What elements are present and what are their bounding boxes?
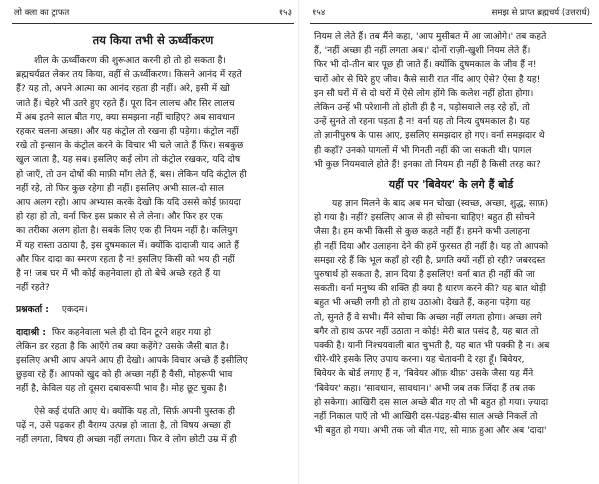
left-header-rule: [12, 23, 294, 24]
text-line: तो ज्ञानीपुरुष के पास आए, इसलिए समझदार हो गए। वर्ना समझदार थे: [314, 131, 545, 142]
section-title-left: तय किया तभी से ऊर्ध्वीकरण: [92, 33, 214, 47]
text-line: इन सौ घरों में से दो घरों में ऐसे लोग होंगे कि कलेश नहीं होता होगा।: [314, 88, 534, 99]
text-line: ही कहाँ? उनको पागलों में भी गिनती नहीं की जा सकती थी। पागल: [314, 145, 532, 156]
text-line: में अब इतने साल बीत गए, क्या समझना नहीं चाहिए? अब सावधान: [16, 112, 235, 123]
text-line: शील के ऊर्ध्वीकरण की शुरूआत करनी हो तो हो सकता है।: [34, 56, 226, 66]
left-page-number: १५३: [278, 8, 292, 18]
text-line: समझा रहे हैं कि भूल कहाँ हो रही है, प्रगति क्यों नहीं हो रही? जबरदस्त: [314, 255, 546, 266]
text-line: लेकिन डर रहता है कि आएँगे तब क्या कहेंगे? उसके जैसी बात है।: [16, 341, 229, 352]
text-line: ही नहीं दिया और उलाहना देने की हमें फुरसत ही नहीं है। यह तो आपको: [314, 241, 549, 252]
questioner-label: प्रश्नकर्ता :: [16, 305, 49, 316]
text-line: बहुत भी अच्छी लगी हो तो हाथ उठाओ। देखते हैं, कहना पड़ेगा यह: [314, 298, 531, 309]
speaker-label: दादाश्री :: [16, 327, 46, 338]
text-line: लेकिन उन्हें भी परेशानी तो होती ही है न, पड़ोसवाले लड़ रहे हों, तो: [314, 103, 530, 114]
text-line: नियम ले लेते हैं। तब मैंने कहा, 'आप मुसीबत में आ जाओगे।' तब कहते: [314, 32, 547, 42]
book-gutter: [298, 0, 300, 484]
text-line: उन्हें सुनते तो रहना पड़ता है न! वर्ना यह तो नित्य दुषमकाल है। यह: [314, 117, 530, 128]
text-line: सकती। वर्ना मनुष्य की शक्ति ही क्या है धारण करने की? यह बात थोड़ी: [314, 284, 546, 295]
text-line: तो, सुनते हैं वे सभी। मैंने सोचा कि अच्छा नहीं लगता होगा। अच्छा लगे: [314, 312, 542, 323]
text-line: यह ज्ञान मिलने के बाद अब मन चोखा (स्वच्छ, अच्छा, शुद्ध, साफ़): [332, 199, 549, 210]
section-title-right: यहीं पर 'बिवेयर' के लगे हैं बोर्ड: [388, 178, 514, 192]
right-page-number: १५४: [312, 8, 326, 18]
text-line: हो गया है। नहीं? इसलिए आज से ही सोचना चाहिए! बहुत ही सोचने: [314, 213, 535, 224]
right-paragraph-2: [314, 197, 588, 438]
right-page-body: [314, 30, 588, 480]
text-line: का तरीका अलग होता है। सबके लिए एक ही नियम नहीं है। कलियुग: [16, 226, 238, 237]
right-page: [306, 0, 596, 484]
left-paragraph-2: [16, 326, 290, 397]
text-line-content: फिर कहनेवाला भले ही दो दिन टूरने शहर गया हो: [51, 327, 212, 338]
question-block: [16, 303, 290, 317]
text-line: बिवेयर के बोर्ड लगाए हैं न, 'बिवेयर ऑफ़ थीफ़' उसके जैसा यह मैंने: [314, 369, 534, 380]
text-line: नहीं लगता, विषय ही अच्छा नहीं लगता। फिर वे लोग छोटी उम्र में ही: [16, 435, 237, 446]
left-page-body: [16, 30, 290, 480]
text-line: फिर भी दो-तीन बार पूछ ही जाते हैं। क्योंकि दुषमकाल के जीव हैं न!: [314, 60, 537, 71]
text-line: जैसा है। हम कभी किसी से कुछ कहते नहीं हैं। हमने कभी उलाहना: [314, 227, 530, 238]
text-line: भी बहुत हो गया। अभी तक जो बीत गए, सो माफ़ हुआ और अब 'दादा': [314, 426, 547, 437]
text-line: में यह रास्ता उठाया है, इस दुषमकाल में। क्योंकि दादाजी याद आते हैं: [16, 240, 239, 251]
text-line: नहीं है, केविल यह तो दूसरा दबावरूपी भाव है। मोह छूट चुका है।: [16, 384, 227, 395]
text-line: नहीं रहे, तो फिर कुछ रहेगा ही नहीं। इसलिए अभी साल-दो साल: [16, 183, 224, 194]
text-line: छुड़वा रहे हैं। आपको खुद को ही अच्छा नहीं है वैसी, मोहरूपी भाव: [16, 370, 233, 381]
text-line: नहीं रहते?: [16, 283, 50, 294]
left-page-running-title: लो क्ला का ट्राफत: [14, 8, 70, 18]
question-text: एकदम।: [61, 305, 88, 316]
right-page-header: [306, 6, 596, 20]
text-line: जाते हैं। चेहरे भी उतरे हुए रहते हैं। पूरा दिन लालच और सिर लालच: [16, 98, 235, 109]
text-line: [16, 326, 290, 340]
text-line: हैं, 'नहीं अच्छा ही नहीं लगता अब।' दोनों राज़ी-खुशी नियम लेते हैं।: [314, 46, 531, 57]
text-line: हो रहा हो तो, वर्ना फिर इस प्रकार से ले लेना। और फिर हर एक: [16, 212, 223, 223]
text-line: पक्की है। यानी निश्चयवाली बात चुभती है, यह बात भी पक्की है न। अब: [314, 341, 550, 352]
text-line: बगैर तो हाथ ऊपर नहीं उठाता न कोई! मेरी बात पसंद है, यह बात तो: [314, 326, 539, 337]
text-line: हो जाएँ, तो उन दोषों की माफ़ी माँग लेते हैं, बस। लेकिन यदि कंट्रोल ही: [16, 169, 247, 180]
text-line: हो सकेगा। आखिरी दस साल अच्छे बीत गए तो भी बहुत हो गया। ज़्यादा: [314, 397, 549, 408]
left-paragraph-1: [16, 54, 290, 295]
text-line: ब्रह्मचर्यव्रत लेकर तय किया, वहीं से ऊर्ध्वीकरण। किसने आनंद में रहते: [16, 70, 242, 81]
text-line: पढ़ें न, उसे पढ़कर ही वैराग्य उत्पन्न हो जाता है, तो विषय अच्छा ही: [16, 420, 231, 431]
right-page-running-title: समझ से प्राप्त ब्रह्मचर्य (उत्तरार्ध): [491, 8, 590, 18]
text-line: ऐसे कई दंपति आए थे। क्योंकि यह तो, सिर्फ़ अपनी पुस्तक ही: [34, 406, 235, 417]
text-line: खुल जाता है, यह सब। इसलिए कई लोग तो कंट्रोल रखकर, यदि दोष: [16, 155, 241, 166]
text-line: रहकर चलना अच्छा। और यह कंट्रोल तो रखना ही पड़ेगा। कंट्रोल नहीं: [16, 127, 239, 138]
text-line: धीरे-धीरे इसके लिए उपाय करना। यह चेतावनी दे रहा हूँ। बिवेयर,: [314, 355, 525, 366]
right-header-rule: [310, 23, 592, 24]
right-paragraph-1: [314, 30, 588, 172]
left-page-header: [8, 6, 298, 20]
left-page: [8, 0, 298, 484]
text-line: है न! जब घर में भी कोई कहनेवाला हो तो बेचे अच्छे रहते हैं या: [16, 269, 221, 280]
text-line: 'बिवेयर' कहा। 'सावधान, सावधान।' अभी जब तक जिंदा हैं तब तक: [314, 383, 536, 394]
text-line: हैं? यह तो, अपने आत्मा का आनंद रहता ही नहीं। अरे, इसी में खो: [16, 84, 230, 95]
text-line: आप अलग रहो। आप अभ्यास करके देखो कि यदि उससे कोई फ़ायदा: [16, 198, 241, 209]
text-line: भी कुछ नियमवाले होते हैं! इनका तो नियम ही नहीं है किसी तरह का?: [314, 159, 541, 170]
text-line: और फिर दादा का स्मरण रहता है न! इसलिए किसी को भय ही नहीं: [16, 254, 235, 265]
text-line: नहीं निकाल पाएँ तो भी आखिरी दस-पंद्रह-बीस साल अच्छे निकलें तो: [314, 412, 538, 423]
left-paragraph-3: [16, 405, 290, 448]
text-line: चारों ओर से घिरे हुए जीव। कैसे सारी रात नींद आए ऐसे? ऐसा है यह!: [314, 74, 541, 85]
text-line: पुरुषार्थ हो सकता है, ज्ञान दिया है इसलिए! वर्ना बात ही नहीं की जा: [314, 270, 535, 281]
text-line: इसलिए अभी आप अपने आप ही देखो। आपके विचार अच्छे हैं इसीलिए: [16, 356, 248, 367]
text-line: रखे तो इन्सान के कंट्रोल करने के विचार भी चले जाते हैं फिर। सबकुछ: [16, 141, 244, 152]
